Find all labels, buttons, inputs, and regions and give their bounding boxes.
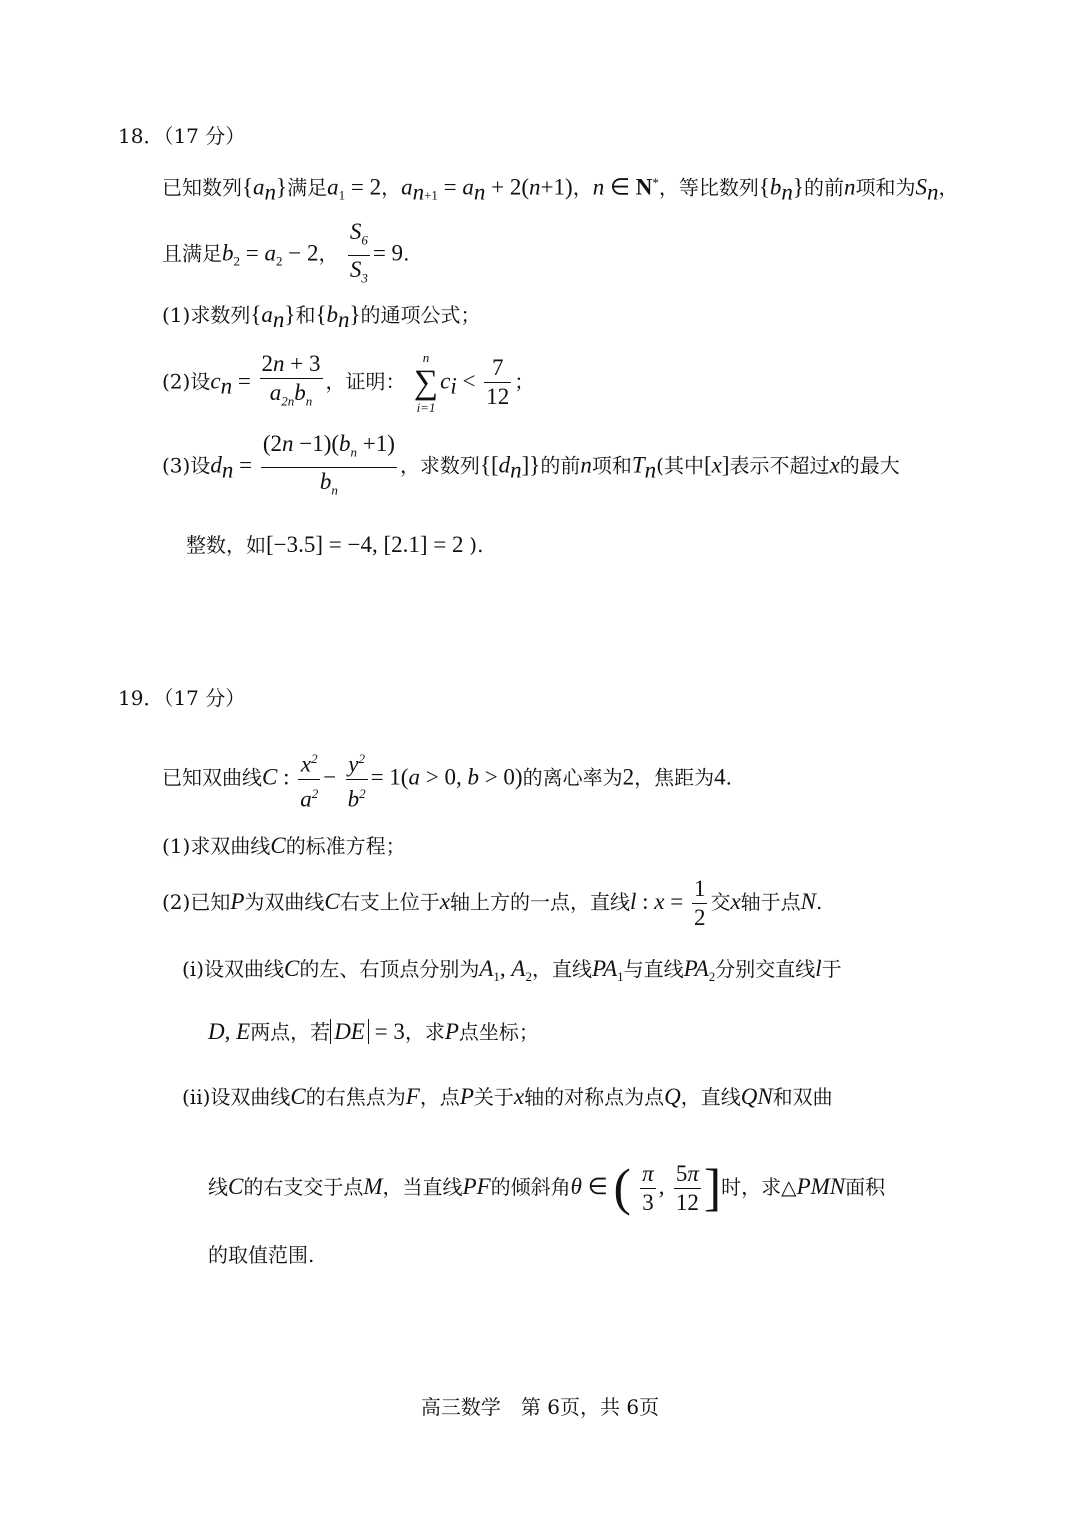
fraction-cn: $\frac{2n + 3}{a_{2n}b_n}$ [261, 351, 321, 409]
q18-part3-line2: 整数，如[−3.5] = −4, [2.1] = 2 ). [186, 532, 484, 557]
q19-part2: (2)已知P为双曲线C右支上位于x轴上方的一点，直线l : x = $\frac{1}{2}$ 交x轴于点N. [162, 876, 823, 930]
q19-heading: 19．（17 分） [118, 686, 246, 710]
q18-part2: (2)设$c_n$ = $\frac{2n + 3}{a_{2n}b_n}$ ，证明： n ∑ i=1 $c_i$ < $\frac{7}{12}$ ； [162, 349, 535, 415]
fraction-5pi-12: $\frac{5\pi}{12}$ [675, 1161, 699, 1215]
q19-part2-ii-line3: 的取值范围. [208, 1243, 315, 1267]
q18-line2: 且满足$b_2 = a_2 - 2$， $\frac{S_6}{S_3}$ = 9. [162, 218, 409, 292]
q19-part1: (1)求双曲线C的标准方程； [162, 833, 406, 858]
q18-part1: (1)求数列$\{a_n\}$和$\{b_n\}$的通项公式； [162, 302, 481, 332]
q18-line1: 已知数列$\{a_n\}$满足$a_1 = 2$，$a_{n+1} = a_n + 2(n+1)$，n ∈ N*，等比数列$\{b_n\}$的前n项和为$S_n$， [162, 174, 959, 205]
sum-symbol: n ∑ i=1 [413, 349, 439, 415]
q18-part3: (3)设$d_n$ = $\frac{(2n -1)(b_n +1)}{b_n}$ ，求数列$\{[d_n]\}$的前n项和$T_n$(其中[x]表示不超过x的最大 [162, 430, 900, 504]
q19-part2-i: (i)设双曲线C的左、右顶点分别为$A_1$, $A_2$，直线$PA_1$与直线$PA_2$分别交直线l于 [182, 956, 842, 984]
q18-heading: 18．（17 分） [118, 124, 246, 148]
q19-part2-ii-line2: 线C的右支交于点M，当直线PF的倾斜角θ ∈ ( $\frac{\pi}{3}$ , $\frac{5\pi}{12}$ ]时，求△PMN面积 [208, 1159, 886, 1217]
fraction-x2-a2: $\frac{x^2}{a^2}$ [298, 745, 320, 813]
fraction-1-2: $\frac{1}{2}$ [693, 876, 706, 930]
fraction-pi-3: $\frac{\pi}{3}$ [642, 1161, 654, 1215]
fraction-7-12: $\frac{7}{12}$ [486, 355, 510, 410]
fraction-y2-b2: $\frac{y^2}{b^2}$ [346, 745, 368, 813]
page-footer: 高三数学 第 6页，共 6页 [420, 1395, 660, 1419]
fraction-s6-s3: $\frac{S_6}{S_3}$ [349, 219, 368, 286]
q19-line1: 已知双曲线C : $\frac{x^2}{a^2}$ − $\frac{y^2}{b^2}$ = 1(a > 0, b > 0)的离心率为2，焦距为4. [162, 745, 732, 813]
q19-part2-i-line2: D, E两点，若 DE = 3，求P点坐标； [208, 1019, 539, 1044]
q19-part2-ii: (ii)设双曲线C的右焦点为F，点P关于x轴的对称点为点Q，直线QN和双曲 [182, 1084, 833, 1109]
fraction-dn: $\frac{(2n -1)(b_n +1)}{b_n}$ [262, 431, 395, 498]
